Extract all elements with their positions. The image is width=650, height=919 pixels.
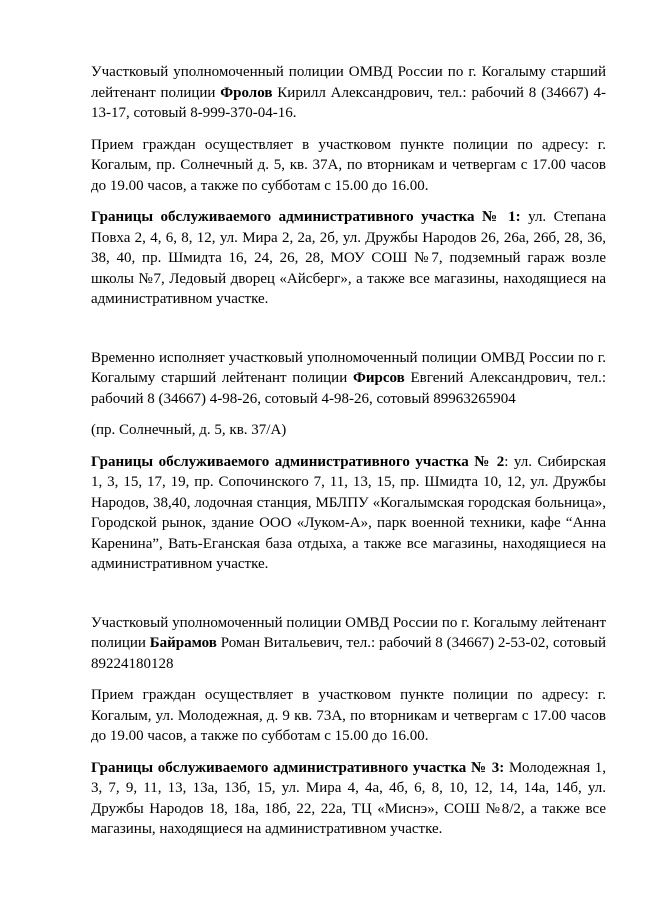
precinct-borders: [91, 207, 606, 310]
reception-info: Прием граждан осуществляет в участковом пункте полиции по адресу: г. Когалым, ул. Молодежная, д. 9 кв. 73А, по вторникам и четвергам с 17.00 часов до 19.00 часов, а также по субботам с 15.00 до 16.00.: [91, 687, 606, 744]
officer-details: Кирилл Александрович, тел.: рабочий 8 (34667) 4-13-17, сотовый 8-999-370-04-16.: [91, 84, 606, 121]
precinct-borders: [91, 758, 606, 840]
borders-text: : ул. Сибирская 1, 3, 15, 17, 19, пр. Сопочинского 7, 11, 13, 15, пр. Шмидта 10, 12, ул. Дружбы Народов, 38,40, лодочная станция, МБЛПУ «Когалымская городская больница», Городской рынок, здание ООО «Луком-А», парк военной техники, кафе “Анна Каренина”, Вать-Еганская база отдыха, а также все магазины, находящиеся на административном участке.: [91, 453, 606, 572]
officer-details: Роман Витальевич, тел.: рабочий 8 (34667) 2-53-02, сотовый 89224180128: [91, 635, 606, 672]
officer-intro: Временно исполняет участковый уполномоченный полиции ОМВД России по г. Когалыму старший лейтенант полиции: [91, 349, 606, 386]
document-page: [91, 62, 606, 840]
reception-info: Прием граждан осуществляет в участковом пункте полиции по адресу: г. Когалым, пр. Солнечный д. 5, кв. 37А, по вторникам и четвергам с 17.00 часов до 19.00 часов, а также по субботам с 15.00 до 16.00.: [91, 136, 606, 194]
precinct-section-2: [91, 348, 606, 575]
officer-surname: Фролов: [220, 84, 273, 101]
precinct-section-3: [91, 613, 606, 840]
officer-info: [91, 613, 606, 675]
officer-surname: Фирсов: [352, 370, 405, 386]
officer-details: Евгений Александрович, тел.: рабочий 8 (34667) 4-98-26, сотовый 4-98-26, сотовый 89963265904: [91, 370, 606, 407]
officer-intro: Участковый уполномоченный полиции ОМВД России по г. Когалыму лейтенант полиции: [91, 614, 606, 651]
borders-text: Молодежная 1, 3, 7, 9, 11, 13, 13а, 13б, 15, ул. Мира 4, 4а, 4б, 6, 8, 10, 12, 14, 14а, 14б, ул. Дружбы Народов 18, 18а, 18б, 22, 22а, ТЦ «Миснэ», СОШ №8/2, а также все магазины, находящиеся на административном участке.: [91, 759, 606, 837]
borders-text: ул. Степана Повха 2, 4, 6, 8, 12, ул. Мира 2, 2а, 2б, ул. Дружбы Народов 26, 26а, 26б, 28, 36, 38, 40, пр. Шмидта 16, 24, 26, 28, МОУ СОШ №7, подземный гараж возле школы №7, Ледовый дворец «Айсберг», а также все магазины, находящиеся на административном участке.: [91, 209, 607, 307]
officer-info: [91, 62, 606, 124]
reception-info: (пр. Солнечный, д. 5, кв. 37/А): [91, 422, 287, 438]
officer-info: [91, 348, 606, 410]
precinct-section-1: [91, 62, 606, 310]
borders-heading: Границы обслуживаемого административного участка № 3:: [91, 759, 505, 776]
borders-heading: Границы обслуживаемого административного участка № 1:: [91, 209, 521, 225]
borders-heading: Границы обслуживаемого административного участка № 2: [91, 453, 505, 470]
precinct-borders: [91, 452, 606, 575]
officer-surname: Байрамов: [149, 635, 217, 651]
officer-intro: Участковый уполномоченный полиции ОМВД России по г. Когалыму старший лейтенант полиции: [91, 64, 606, 101]
